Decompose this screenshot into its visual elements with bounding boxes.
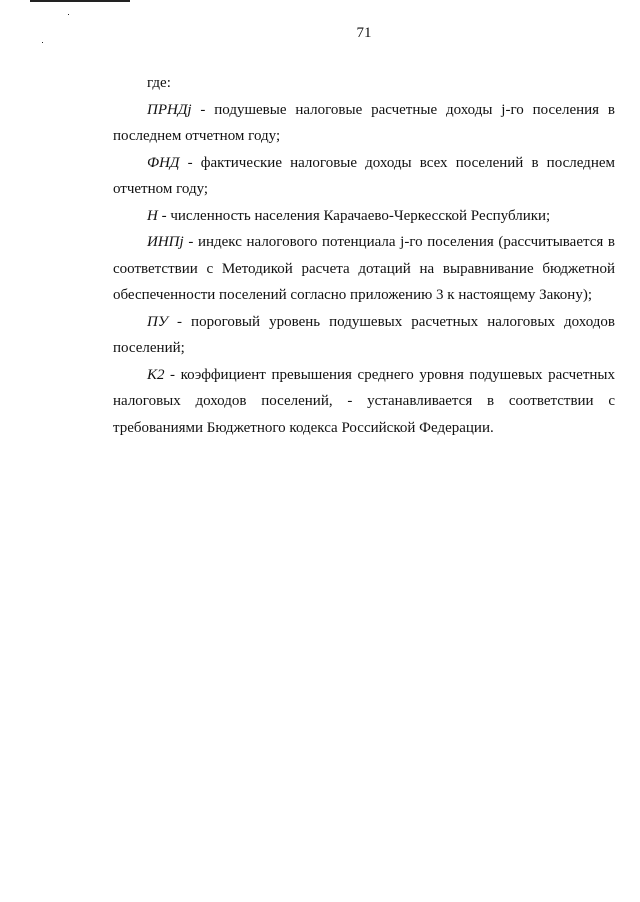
definition-text: - коэффициент превышения среднего уровня подушевых расчетных налоговых доходов поселений, - устанавливается в соответствии с требованиями Бюджетного кодекса Российской Федерации. xyxy=(113,366,615,436)
definition-symbol: ПРНДj xyxy=(147,101,192,118)
definition-symbol: ПУ xyxy=(147,313,168,330)
definition-text: - численность населения Карачаево-Черкесской Республики; xyxy=(157,207,551,224)
scan-artifact-dot xyxy=(42,42,43,43)
definition-symbol: Н xyxy=(147,207,158,224)
definition-inpj xyxy=(113,229,615,309)
page-number: 71 xyxy=(356,25,372,41)
definition-fnd xyxy=(113,150,615,203)
definition-pu xyxy=(113,309,615,362)
definition-prndj xyxy=(113,97,615,150)
document-body xyxy=(113,70,615,441)
scan-artifact-dot xyxy=(68,14,69,15)
definition-text: - фактические налоговые доходы всех поселений в последнем отчетном году; xyxy=(113,154,615,197)
scan-artifact-line xyxy=(30,0,130,2)
definition-text: - индекс налогового потенциала j-го поселения (рассчитывается в соответствии с Методикой расчета дотаций на выравнивание бюджетной обеспеченности поселений согласно приложению 3 к настоящему Закону); xyxy=(113,234,615,303)
definition-symbol: ИНПj xyxy=(147,234,184,250)
definition-text: - подушевые налоговые расчетные доходы j-го поселения в последнем отчетном году; xyxy=(113,101,615,144)
definition-k2 xyxy=(113,362,615,442)
definition-n xyxy=(113,203,615,230)
where-label: где: xyxy=(147,75,171,91)
definition-symbol: ФНД xyxy=(147,154,180,171)
definition-text: - пороговый уровень подушевых расчетных налоговых доходов поселений; xyxy=(113,313,615,356)
definition-symbol: К2 xyxy=(147,366,165,383)
